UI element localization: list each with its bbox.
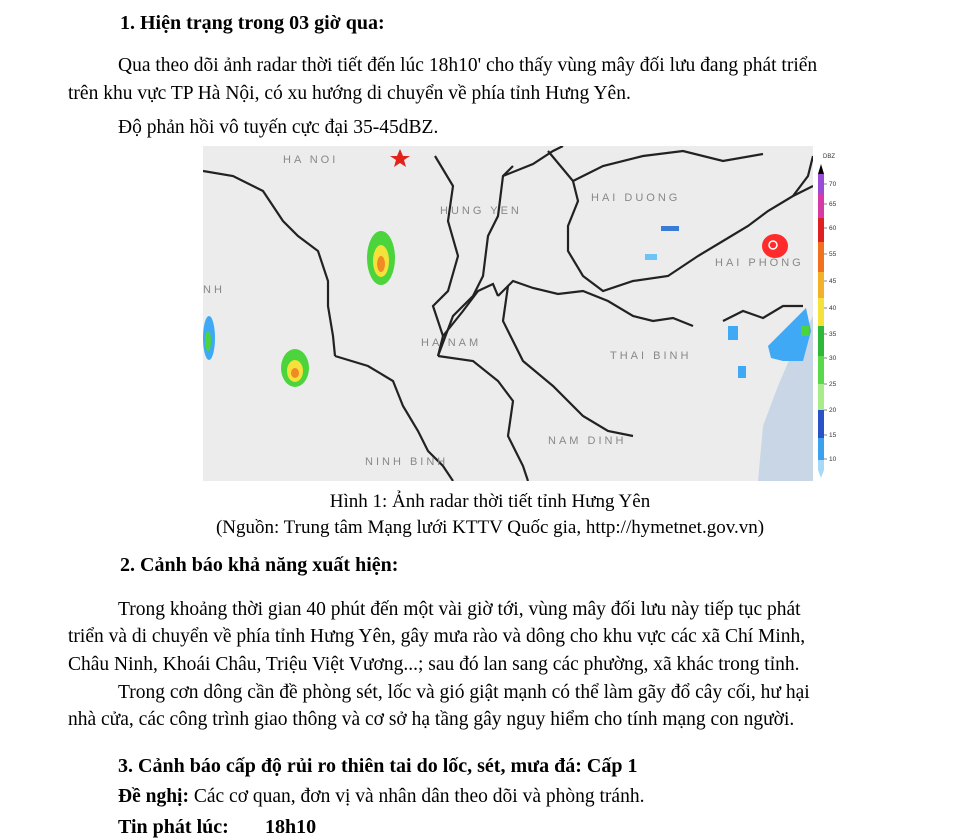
label-hanam: HA NAM [421, 337, 482, 349]
issued-label: Tin phát lúc: [118, 816, 229, 838]
label-haiphong: HAI PHONG [715, 257, 804, 269]
radar-map-svg [203, 146, 843, 481]
figure-caption: Hình 1: Ảnh radar thời tiết tỉnh Hưng Yên [329, 491, 651, 512]
legend-tick-label: 40 [829, 305, 837, 312]
figure-source: (Nguồn: Trung tâm Mạng lưới KTTV Quốc gia, http://hymetnet.gov.vn) [215, 517, 765, 538]
section2-p2-line2: nhà cửa, các công trình giao thông và cơ sở hạ tầng gây nguy hiểm cho tính mạng con người. [68, 709, 795, 730]
legend-band-40 [818, 298, 824, 326]
section3-heading: 3. Cảnh báo cấp độ rủi ro thiên tai do lốc, sét, mưa đá: Cấp 1 [118, 755, 638, 777]
label-left-edge: NH [203, 284, 225, 296]
label-ninhbinh: NINH BINH [365, 456, 449, 468]
legend-band-70 [818, 174, 824, 194]
legend-tick-label: 55 [829, 251, 837, 258]
label-hungyen: HUNG YEN [440, 205, 522, 217]
legend-band-35 [818, 326, 824, 356]
recommend-label: Đề nghị: [118, 786, 189, 807]
echo-core-west [205, 331, 211, 351]
section2-p1-line3: Châu Ninh, Khoái Châu, Triệu Việt Vương...; sau đó lan sang các phường, xã khác trong tỉnh. [68, 654, 800, 675]
echo-speck-2 [645, 254, 657, 260]
echo-peak-south [291, 368, 299, 378]
legend-tick-label: 35 [829, 331, 837, 338]
legend-tick-label: 30 [829, 355, 837, 362]
legend-band-30 [818, 356, 824, 384]
echo-speck-4 [738, 366, 746, 378]
legend-tick-label: 20 [829, 407, 837, 414]
echo-peak-hanoi [377, 256, 385, 272]
legend-band-10 [818, 460, 824, 470]
legend-tick-label: 10 [829, 456, 837, 463]
section1-para2: Độ phản hồi vô tuyến cực đại 35-45dBZ. [118, 117, 439, 138]
label-hanoi: HA NOI [283, 154, 339, 166]
legend-band-65 [818, 194, 824, 218]
legend-band-60 [818, 218, 824, 242]
section1-para1-line2: trên khu vực TP Hà Nội, có xu hướng di chuyển về phía tỉnh Hưng Yên. [68, 83, 631, 104]
legend-tick-label: 25 [829, 381, 837, 388]
radar-map [203, 146, 843, 481]
echo-speck-1 [661, 226, 679, 231]
label-haiduong: HAI DUONG [591, 192, 681, 204]
legend-tick-label: 60 [829, 225, 837, 232]
echo-cell-haiphong [762, 234, 788, 258]
legend-tick-label: 70 [829, 181, 837, 188]
legend-band-45 [818, 272, 824, 298]
recommendation [118, 786, 644, 808]
section2-p2-line1: Trong cơn dông cần đề phòng sét, lốc và gió giật mạnh có thể làm gãy đổ cây cối, hư hại [118, 682, 810, 703]
section2-p1-line2: triển và di chuyển về phía tỉnh Hưng Yên, gây mưa rào và dông cho khu vực các xã Chí Minh, [68, 626, 806, 647]
legend-background [813, 146, 843, 481]
section2-p1-line1: Trong khoảng thời gian 40 phút đến một vài giờ tới, vùng mây đối lưu này tiếp tục phát [118, 599, 801, 620]
section1-para1-line1: Qua theo dõi ảnh radar thời tiết đến lúc 18h10' cho thấy vùng mây đối lưu đang phát triển [118, 55, 818, 76]
label-namdinh: NAM DINH [548, 435, 627, 447]
legend-tick-label: 65 [829, 201, 837, 208]
legend-band-20 [818, 410, 824, 438]
legend-unit: DBZ [823, 154, 835, 160]
dbz-legend [813, 146, 843, 481]
section1-heading: 1. Hiện trạng trong 03 giờ qua: [120, 12, 385, 34]
legend-band-55 [818, 242, 824, 272]
legend-band-15 [818, 438, 824, 460]
issued-time: 18h10 [265, 816, 317, 838]
echo-speck-3 [728, 326, 738, 340]
section2-heading: 2. Cảnh báo khả năng xuất hiện: [120, 554, 399, 576]
legend-tick-label: 15 [829, 432, 837, 439]
echo-sea-core [801, 326, 809, 336]
legend-tick-label: 45 [829, 278, 837, 285]
label-thaibinh: THAI BINH [610, 350, 692, 362]
recommend-text: Các cơ quan, đơn vị và nhân dân theo dõi và phòng tránh. [188, 786, 645, 807]
legend-band-25 [818, 384, 824, 410]
